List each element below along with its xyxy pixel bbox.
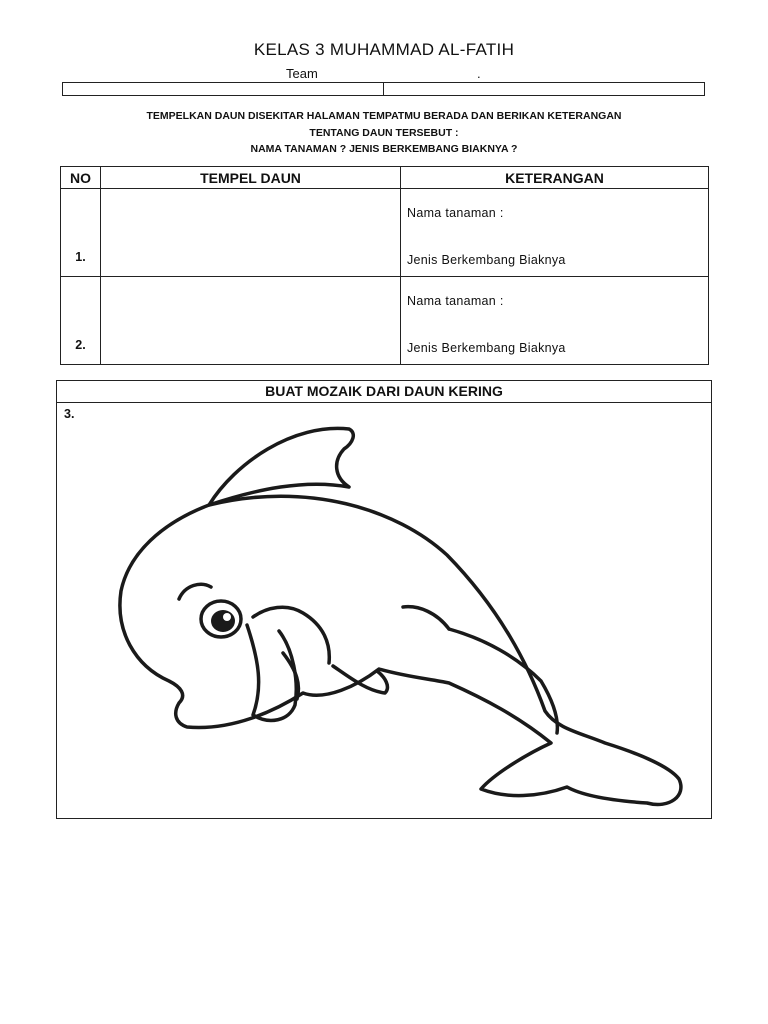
team-label: Team xyxy=(286,66,318,81)
table-header-row xyxy=(61,167,709,189)
keterangan-cell[interactable] xyxy=(401,189,709,277)
dolphin-dorsal-fin xyxy=(209,428,353,505)
dolphin-eyebrow xyxy=(179,584,211,599)
team-field-row[interactable] xyxy=(62,82,705,96)
instruction-line-1: TEMPELKAN DAUN DISEKITAR HALAMAN TEMPATMU BERADA DAN BERIKAN KETERANGAN xyxy=(146,110,622,122)
nama-tanaman-label: Nama tanaman : xyxy=(407,294,504,308)
keterangan-cell[interactable] xyxy=(401,277,709,365)
header-keterangan: KETERANGAN xyxy=(401,167,709,189)
dolphin-mouth xyxy=(247,625,296,720)
team-dot: . xyxy=(477,66,481,81)
row-number-cell xyxy=(61,189,101,277)
dolphin-pupil xyxy=(211,610,235,632)
row-number-cell xyxy=(61,277,101,365)
instruction-line-2: TENTANG DAUN TERSEBUT : xyxy=(309,127,459,139)
dolphin-body-fold xyxy=(403,607,449,629)
mozaik-title: BUAT MOZAIK DARI DAUN KERING xyxy=(57,381,711,403)
instruction-line-3: NAMA TANAMAN ? JENIS BERKEMBANG BIAKNYA ? xyxy=(250,143,518,155)
jenis-label: Jenis Berkembang Biaknya xyxy=(407,253,566,267)
dolphin-drawing xyxy=(57,381,711,818)
jenis-label: Jenis Berkembang Biaknya xyxy=(407,341,566,355)
nama-tanaman-label: Nama tanaman : xyxy=(407,206,504,220)
header-tempel-daun: TEMPEL DAUN xyxy=(101,167,401,189)
dolphin-eye-highlight xyxy=(223,613,231,621)
row-number: 1. xyxy=(75,250,86,264)
leaf-table xyxy=(60,166,709,365)
page-title: KELAS 3 MUHAMMAD AL-FATIH xyxy=(253,40,515,59)
row-number: 2. xyxy=(75,338,86,352)
header-no: NO xyxy=(61,167,101,189)
mozaik-number: 3. xyxy=(64,407,75,421)
dolphin-body-outline xyxy=(120,496,681,804)
mozaik-section xyxy=(56,380,712,819)
dolphin-belly-line xyxy=(449,629,557,733)
leaf-paste-area[interactable] xyxy=(101,277,401,365)
table-row xyxy=(61,277,709,365)
leaf-paste-area[interactable] xyxy=(101,189,401,277)
table-row xyxy=(61,189,709,277)
